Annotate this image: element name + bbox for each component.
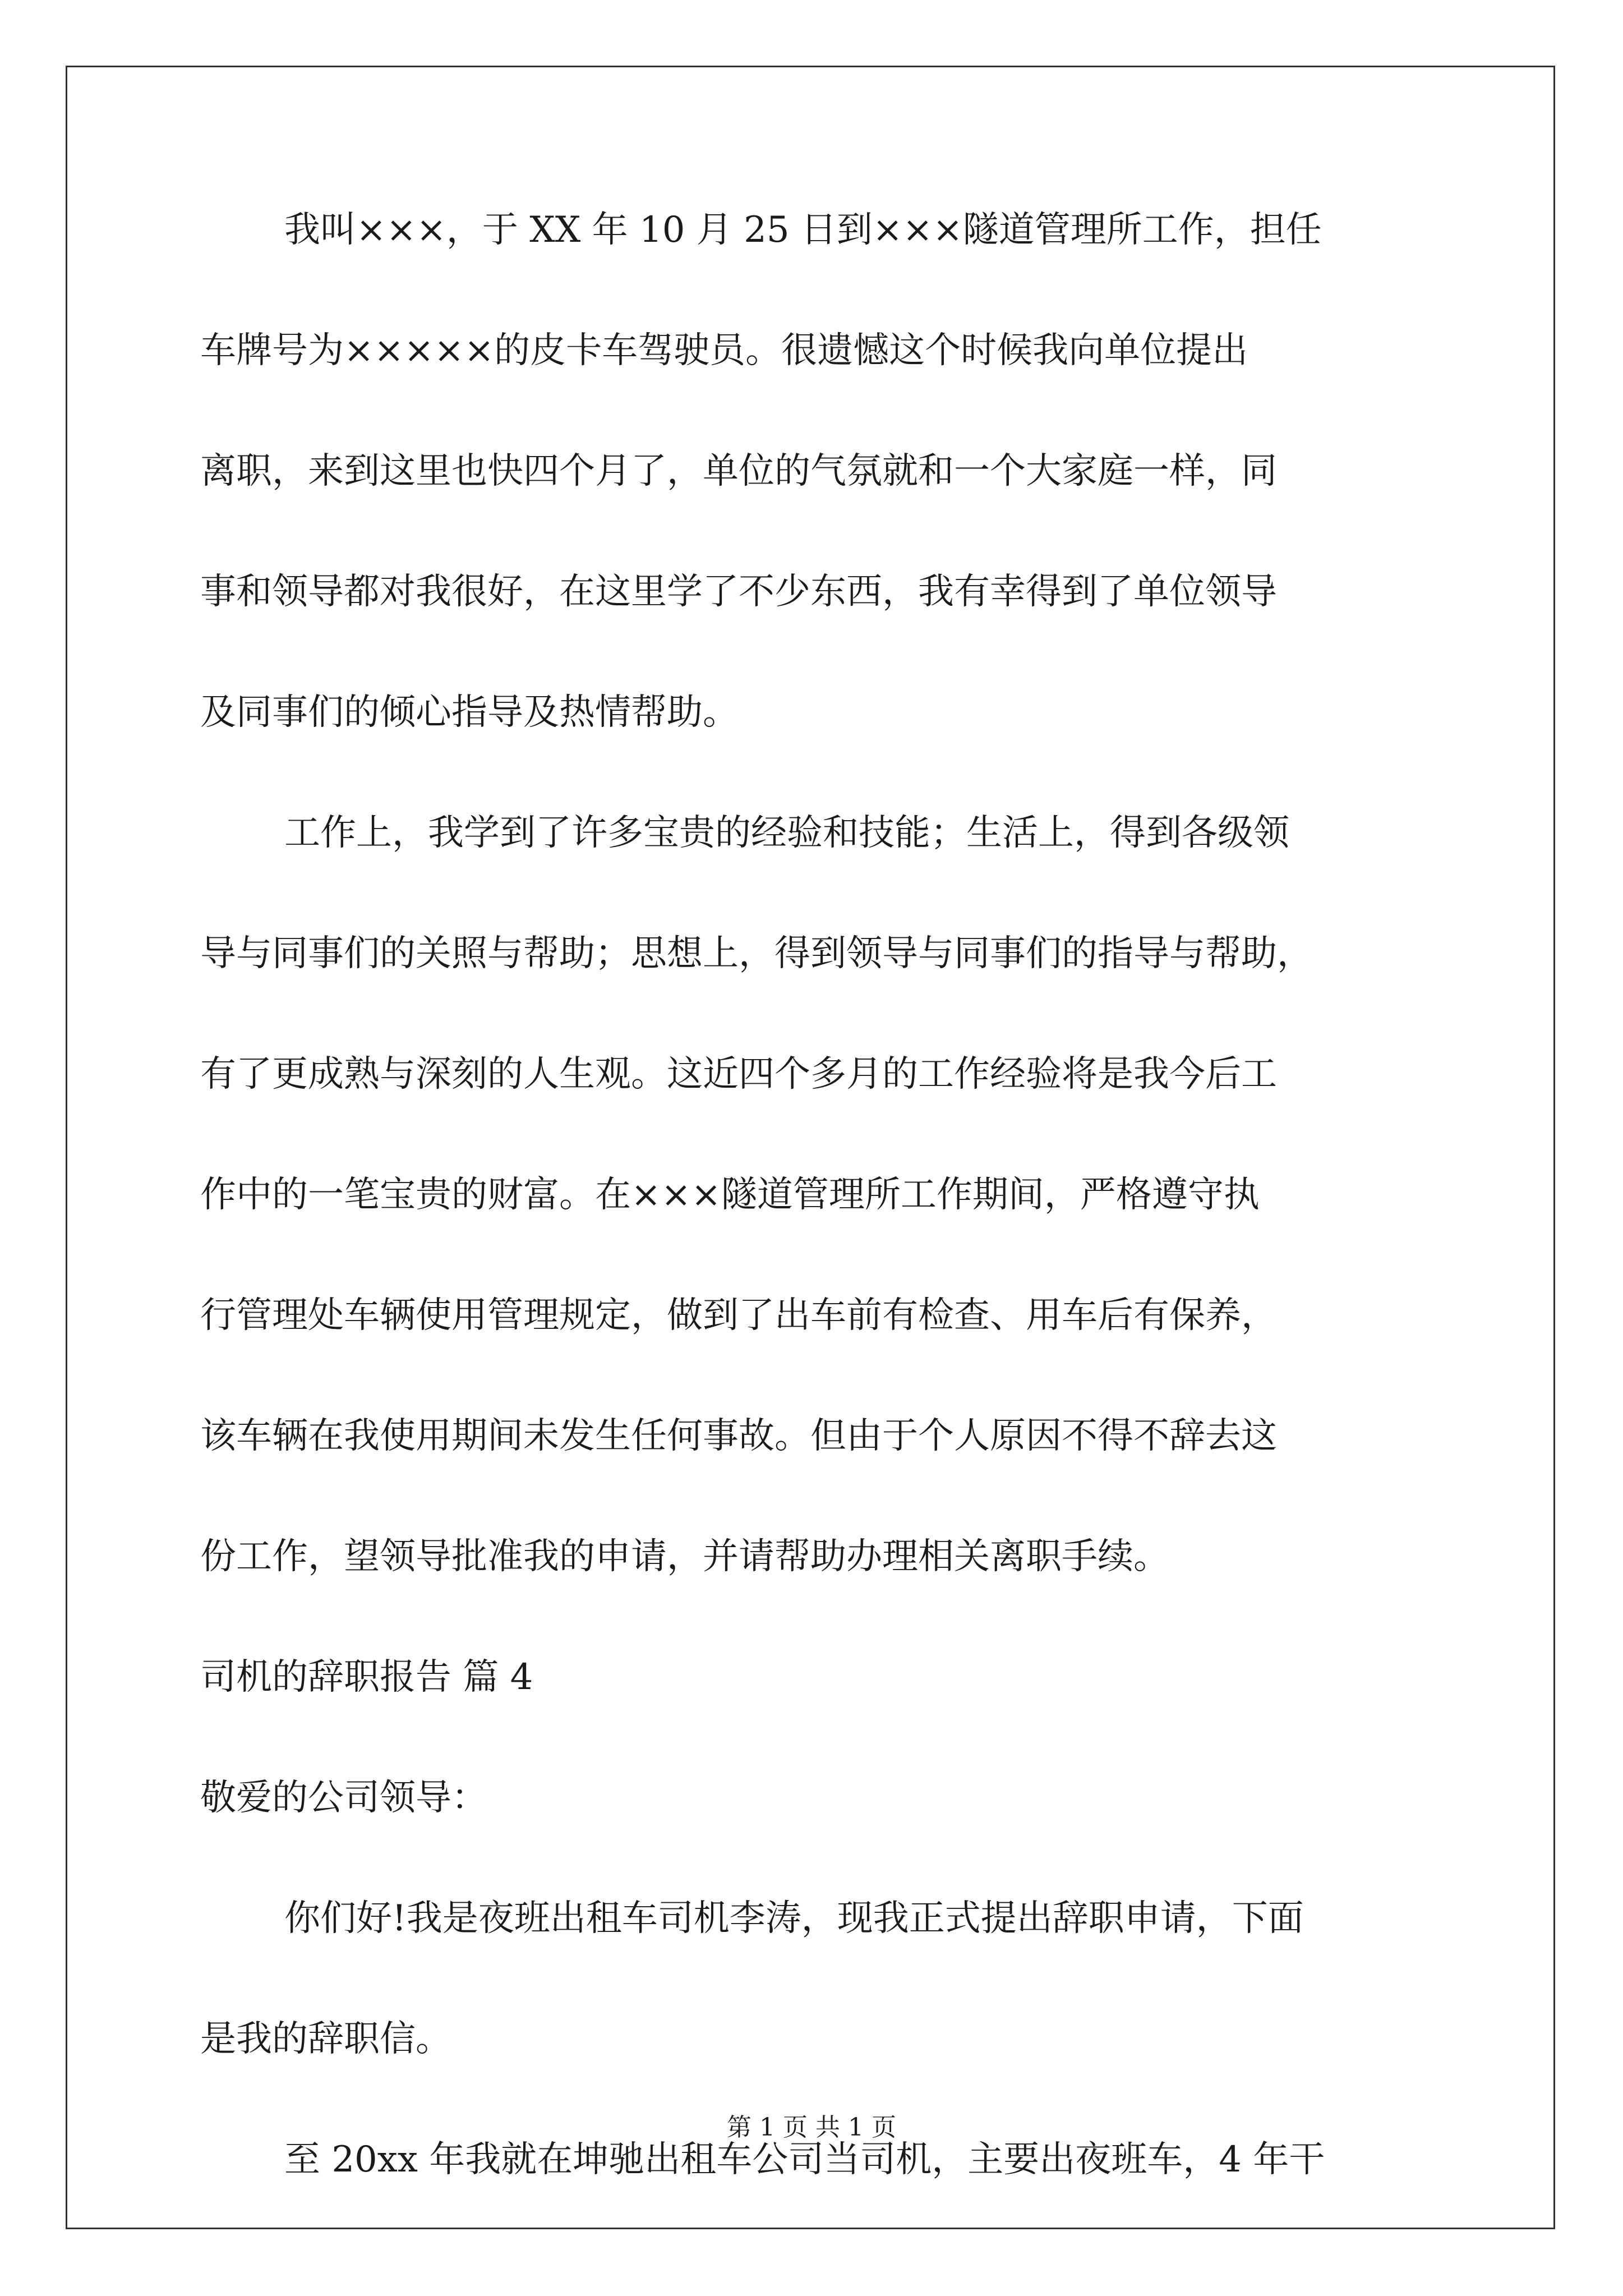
paragraph-line: 该车辆在我使用期间未发生任何事故。但由于个人原因不得不辞去这	[200, 1415, 1277, 1457]
paragraph-line: 事和领导都对我很好，在这里学了不少东西，我有幸得到了单位领导	[200, 571, 1277, 613]
paragraph-line: 工作上，我学到了许多宝贵的经验和技能；生活上，得到各级领	[284, 812, 1289, 854]
paragraph-line: 至 20xx 年我就在坤驰出租车公司当司机，主要出夜班车，4 年干	[284, 2139, 1325, 2180]
salutation: 敬爱的公司领导：	[200, 1777, 487, 1819]
paragraph-line: 我叫×××，于 XX 年 10 月 25 日到×××隧道管理所工作，担任	[284, 209, 1322, 251]
paragraph-line: 份工作，望领导批准我的申请，并请帮助办理相关离职手续。	[200, 1536, 1169, 1577]
paragraph-line: 离职，来到这里也快四个月了，单位的气氛就和一个大家庭一样，同	[200, 450, 1277, 492]
paragraph-line: 是我的辞职信。	[200, 2018, 451, 2060]
section-heading: 司机的辞职报告 篇 4	[200, 1657, 533, 1698]
paragraph-line: 有了更成熟与深刻的人生观。这近四个多月的工作经验将是我今后工	[200, 1053, 1277, 1095]
paragraph-line: 及同事们的倾心指导及热情帮助。	[200, 692, 739, 733]
page-number-footer: 第 1 页 共 1 页	[727, 2113, 896, 2142]
paragraph-line: 车牌号为×××××的皮卡车驾驶员。很遗憾这个时候我向单位提出	[200, 330, 1248, 371]
paragraph-line: 导与同事们的关照与帮助；思想上，得到领导与同事们的指导与帮助，	[200, 933, 1313, 974]
paragraph-line: 你们好!我是夜班出租车司机李涛，现我正式提出辞职申请，下面	[284, 1898, 1304, 1939]
paragraph-line: 行管理处车辆使用管理规定，做到了出车前有检查、用车后有保养，	[200, 1295, 1277, 1336]
paragraph-line: 作中的一笔宝贵的财富。在×××隧道管理所工作期间，严格遵守执	[200, 1174, 1260, 1216]
